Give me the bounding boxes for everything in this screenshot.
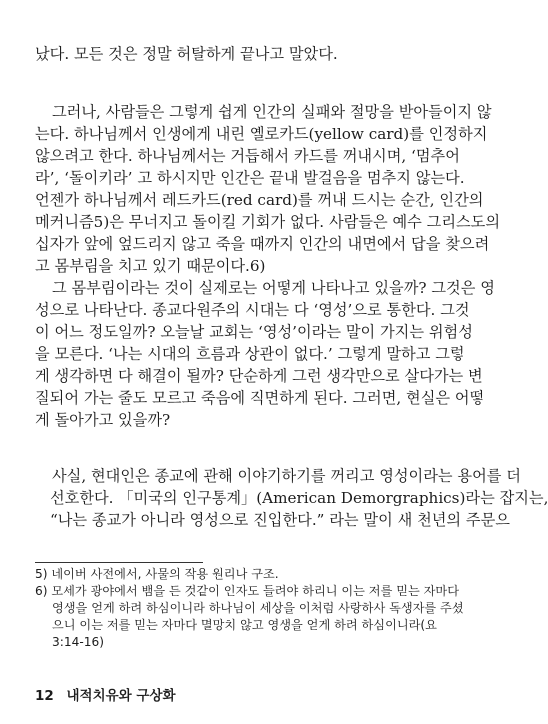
text-line: 게 생각하면 다 해결이 될까? 단순하게 그런 생각만으로 살다가는 변 [35,367,483,385]
page-footer [35,687,176,705]
text-line: “나는 종교가 아니라 영성으로 진입한다.” 라는 말이 새 천년의 주문으 [50,511,510,529]
text-line: 사실, 현대인은 종교에 관해 이야기하기를 꺼리고 영성이라는 용어를 더 [52,467,521,485]
text-line: 십자가 앞에 엎드리지 않고 죽을 때까지 인간의 내면에서 답을 찾으려 [35,235,490,253]
text-line: 선호한다. 「미국의 인구통계」(American Demorgraphics)라는 잡지는, [50,489,548,507]
text-line: 을 모른다. ‘나는 시대의 흐름과 상관이 없다.’ 그렇게 말하고 그렇 [35,345,465,363]
footnote-6-line: 3:14-16) [52,635,105,649]
footnote-6-line: 영생을 얻게 하려 하심이니라 하나님이 세상을 이처럼 사랑하사 독생자를 주셨 [52,601,464,615]
footnote-6-line: 으니 이는 저를 믿는 자마다 멸망치 않고 영생을 얻게 하려 하심이니라(요 [52,618,437,632]
text-line: 났다. 모든 것은 정말 허탈하게 끝나고 말았다. [35,45,338,63]
footnote-5: 5) 네이버 사전에서, 사물의 작용 원리나 구조. [35,567,279,581]
text-line: 라’, ‘돌이키라’ 고 하시지만 인간은 끝내 발걸음을 멈추지 않는다. [35,169,465,187]
text-line: 않으려고 한다. 하나님께서는 거듭해서 카드를 꺼내시며, ‘멈추어 [35,147,460,165]
page-number: 12 [35,688,54,704]
text-line: 고 몸부림을 치고 있기 때문이다.6) [35,257,266,275]
text-line: 이 어느 정도일까? 오늘날 교회는 ‘영성’이라는 말이 가지는 위험성 [35,323,473,341]
text-line: 메커니즘5)은 무너지고 돌이킬 기회가 없다. 사람들은 예수 그리스도의 [35,213,501,231]
footnote-divider [35,562,203,563]
text-line: 언젠가 하나님께서 레드카드(red card)를 꺼내 드시는 순간, 인간의 [35,191,484,209]
footnote-6: 6) 모세가 광야에서 뱀을 든 것같이 인자도 들려야 하리니 이는 저를 믿는 자마다 [35,584,459,598]
book-title: 내적치유와 구상화 [66,688,176,704]
text-line: 게 돌아가고 있을까? [35,411,171,429]
text-line: 성으로 나타난다. 종교다원주의 시대는 다 ‘영성’으로 통한다. 그것 [35,301,470,319]
text-line: 그러나, 사람들은 그렇게 쉽게 인간의 실패와 절망을 받아들이지 않 [52,103,492,121]
text-line: 그 몸부림이라는 것이 실제로는 어떻게 나타나고 있을까? 그것은 영 [52,279,495,297]
text-line: 질되어 가는 줄도 모르고 죽음에 직면하게 된다. 그러면, 현실은 어떻 [35,389,485,407]
text-line: 는다. 하나님께서 인생에게 내린 옐로카드(yellow card)를 인정하지 [35,125,488,143]
